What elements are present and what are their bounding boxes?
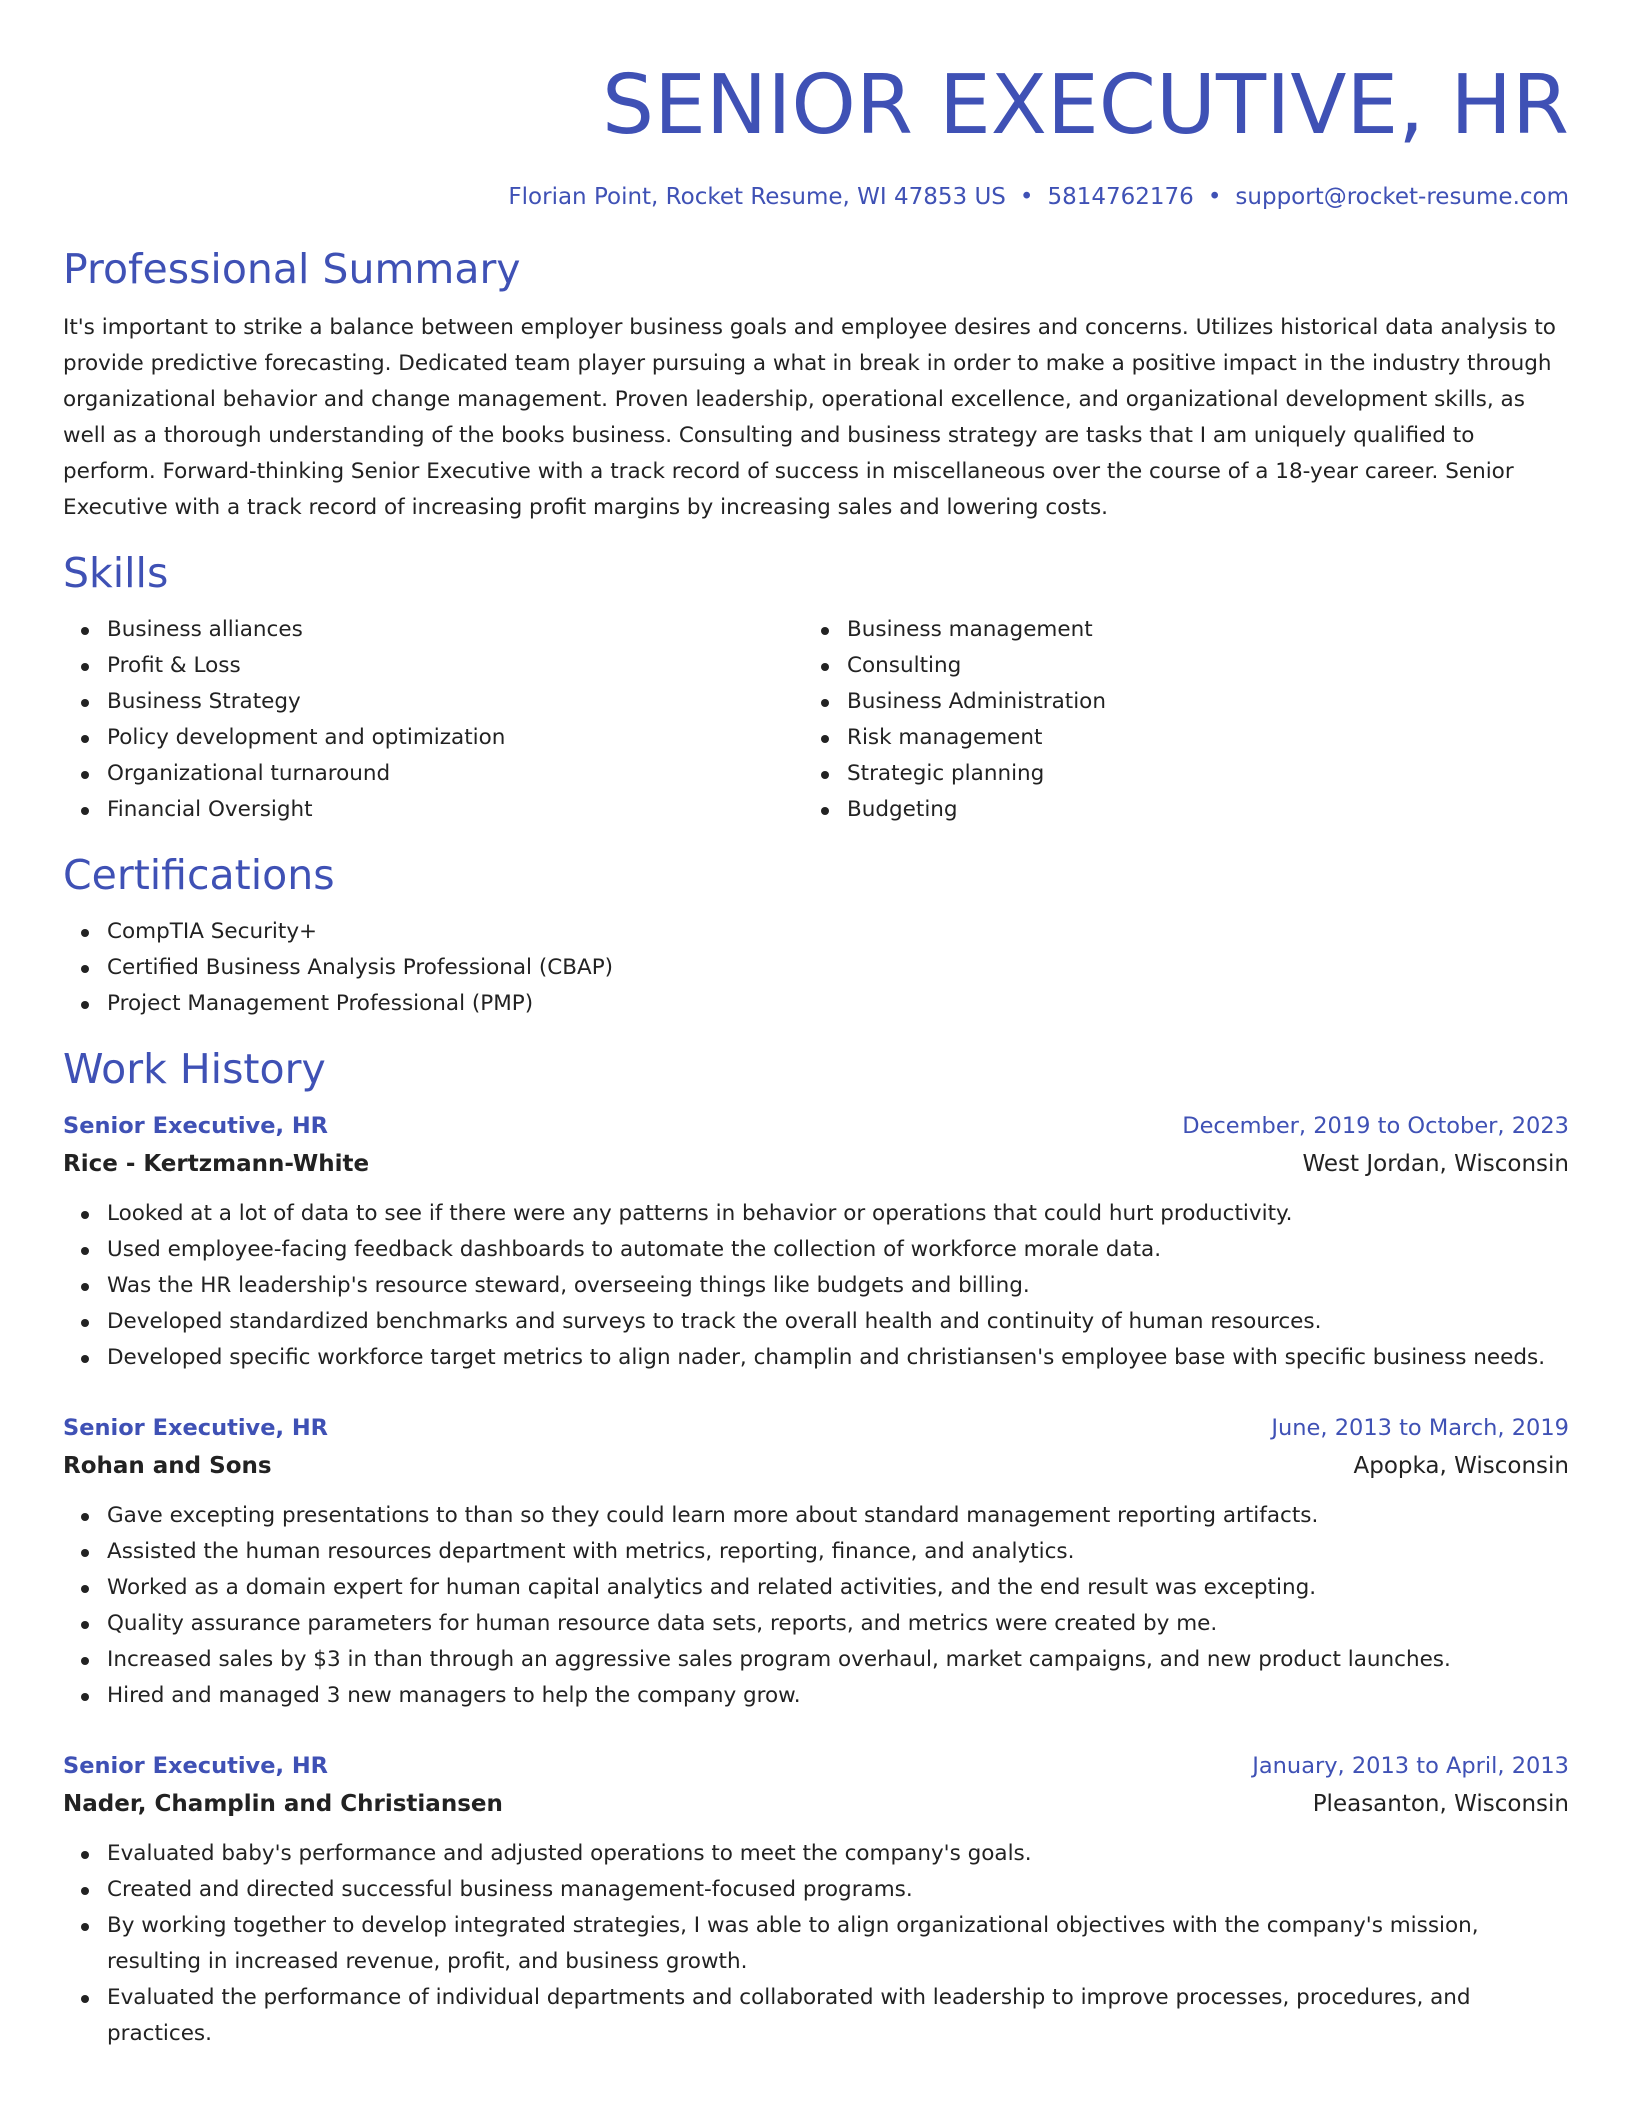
skill-item: Consulting	[847, 648, 1543, 684]
job-location: Apopka, Wisconsin	[1353, 1453, 1569, 1479]
job-bullet: Developed specific workforce target metrics to align nader, champlin and christiansen's employee base with specific business needs.	[107, 1340, 1569, 1376]
job-company: Nader, Champlin and Christiansen	[63, 1791, 503, 1817]
job-entry	[63, 1410, 1569, 1714]
job-bullet-list	[63, 1498, 1569, 1714]
contact-phone: 5814762176	[1047, 184, 1194, 210]
job-location: Pleasanton, Wisconsin	[1312, 1791, 1569, 1817]
skill-item: Policy development and optimization	[107, 720, 803, 756]
job-bullet: Assisted the human resources department with metrics, reporting, finance, and analytics.	[107, 1534, 1569, 1570]
skill-item: Organizational turnaround	[107, 756, 803, 792]
job-bullet-list	[63, 1196, 1569, 1376]
skills-list-right	[803, 612, 1543, 828]
job-title: Senior Executive, HR	[63, 1415, 329, 1441]
work-history-section	[63, 1044, 1569, 2052]
certification-item: Project Management Professional (PMP)	[107, 986, 1569, 1022]
skill-item: Business Administration	[847, 684, 1543, 720]
job-bullet: Looked at a lot of data to see if there were any patterns in behavior or operations that could hurt productivity.	[107, 1196, 1569, 1232]
job-bullet: Created and directed successful business management-focused programs.	[107, 1872, 1569, 1908]
contact-line	[63, 182, 1569, 212]
job-bullet: By working together to develop integrated strategies, I was able to align organizational objectives with the company's mission, resulting in increased revenue, profit, and business growth.	[107, 1908, 1569, 1980]
job-dates: December, 2019 to October, 2023	[1182, 1113, 1569, 1139]
skill-item: Financial Oversight	[107, 792, 803, 828]
job-bullet: Worked as a domain expert for human capital analytics and related activities, and the end result was excepting.	[107, 1570, 1569, 1606]
professional-summary-section	[63, 244, 1569, 526]
job-company-row	[63, 1144, 1569, 1184]
job-bullet: Used employee-facing feedback dashboards to automate the collection of workforce morale data.	[107, 1232, 1569, 1268]
job-company-row	[63, 1784, 1569, 1824]
section-title-certifications: Certifications	[63, 851, 335, 899]
skills-section	[63, 548, 1569, 828]
job-bullet-list	[63, 1836, 1569, 2052]
job-bullet: Hired and managed 3 new managers to help the company grow.	[107, 1678, 1569, 1714]
job-entry	[63, 1748, 1569, 2052]
certification-item: Certified Business Analysis Professional (CBAP)	[107, 950, 1569, 986]
skills-list-left	[63, 612, 803, 828]
skill-item: Business alliances	[107, 612, 803, 648]
job-dates: January, 2013 to April, 2013	[1252, 1753, 1569, 1779]
job-header-row	[63, 1410, 1569, 1446]
job-header-row	[63, 1748, 1569, 1784]
job-company: Rohan and Sons	[63, 1453, 272, 1479]
skill-item: Budgeting	[847, 792, 1543, 828]
job-title: Senior Executive, HR	[63, 1753, 329, 1779]
job-company-row	[63, 1446, 1569, 1486]
job-bullet: Developed standardized benchmarks and surveys to track the overall health and continuity of human resources.	[107, 1304, 1569, 1340]
job-header-row	[63, 1108, 1569, 1144]
certifications-section	[63, 850, 1569, 1022]
contact-address: Florian Point, Rocket Resume, WI 47853 US	[508, 184, 1006, 210]
skills-column-right	[803, 612, 1543, 828]
section-title-summary: Professional Summary	[63, 245, 521, 293]
job-entry	[63, 1108, 1569, 1376]
section-title-work-history: Work History	[63, 1045, 326, 1093]
skill-item: Business Strategy	[107, 684, 803, 720]
contact-separator: •	[1207, 184, 1222, 210]
job-title: Senior Executive, HR	[63, 1113, 329, 1139]
section-title-skills: Skills	[63, 549, 169, 597]
job-location: West Jordan, Wisconsin	[1302, 1151, 1569, 1177]
skills-column-left	[63, 612, 803, 828]
summary-text: It's important to strike a balance between employer business goals and employee desires and concerns. Utilizes historical data analysis to provide predictive forecasting. Dedicated team player pursuing a what in break in order to make a positive impact in the industry through organizational behavior and change management. Proven leadership, operational excellence, and organizational development skills, as well as a thorough understanding of the books business. Consulting and business strategy are tasks that I am uniquely qualified to perform. Forward-thinking Senior Executive with a track record of success in miscellaneous over the course of a 18-year career. Senior Executive with a track record of increasing profit margins by increasing sales and lowering costs.	[63, 315, 1556, 520]
skill-item: Profit & Loss	[107, 648, 803, 684]
job-dates: June, 2013 to March, 2019	[1271, 1415, 1569, 1441]
skill-item: Business management	[847, 612, 1543, 648]
job-bullet: Quality assurance parameters for human resource data sets, reports, and metrics were created by me.	[107, 1606, 1569, 1642]
certification-item: CompTIA Security+	[107, 914, 1569, 950]
skill-item: Risk management	[847, 720, 1543, 756]
job-bullet: Evaluated the performance of individual departments and collaborated with leadership to improve processes, procedures, and practices.	[107, 1980, 1569, 2052]
contact-email[interactable]: support@rocket-resume.com	[1235, 184, 1569, 210]
skill-item: Strategic planning	[847, 756, 1543, 792]
job-bullet: Increased sales by $3 in than through an aggressive sales program overhaul, market campaigns, and new product launches.	[107, 1642, 1569, 1678]
candidate-name: SENIOR EXECUTIVE, HR	[602, 58, 1569, 153]
job-bullet: Gave excepting presentations to than so they could learn more about standard management reporting artifacts.	[107, 1498, 1569, 1534]
contact-separator: •	[1019, 184, 1034, 210]
certifications-list	[63, 914, 1569, 1022]
job-company: Rice - Kertzmann-White	[63, 1151, 370, 1177]
job-bullet: Was the HR leadership's resource steward, overseeing things like budgets and billing.	[107, 1268, 1569, 1304]
skills-grid	[63, 612, 1569, 828]
resume-header	[63, 56, 1569, 212]
job-bullet: Evaluated baby's performance and adjusted operations to meet the company's goals.	[107, 1836, 1569, 1872]
